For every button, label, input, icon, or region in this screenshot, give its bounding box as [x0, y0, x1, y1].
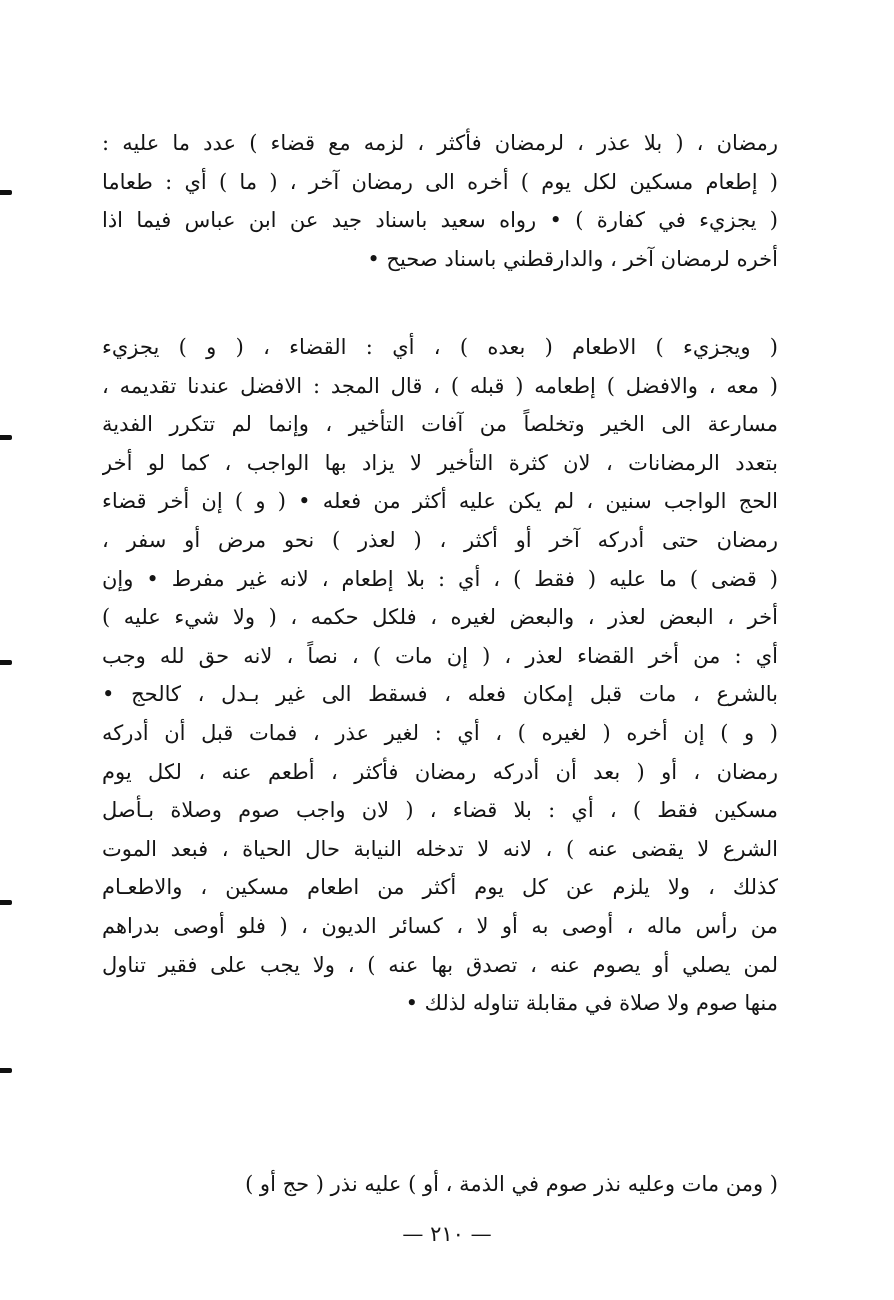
text-line: أخره لرمضان آخر ، والدارقطني باسناد صحيح • — [367, 246, 778, 271]
text-line: رمضان حتى أدركه آخر أو أكثر ، ( لعذر ) نحو مرض أو سفر ، — [102, 527, 778, 552]
page-edge-mark — [0, 435, 12, 440]
text-line: رمضان ، ( بلا عذر ، لرمضان فأكثر ، لزمه مع قضاء ) عدد ما عليه : — [102, 131, 778, 155]
text-line: بالشرع ، مات قبل إمكان فعله ، فسقط الى غير بـدل ، كالحج • — [102, 682, 778, 707]
page-edge-mark — [0, 190, 12, 195]
page-number: — ٢١٠ — — [402, 1222, 492, 1246]
text-line: كذلك ، ولا يلزم عن كل يوم أكثر من اطعام مسكين ، والاطعـام — [102, 875, 778, 900]
paragraph-1 — [102, 124, 778, 278]
text-line: ( و ) إن أخره ( لغيره ) ، أي : لغير عذر ، فمات قبل أن أدركه — [102, 720, 778, 745]
text-line: ( إطعام مسكين لكل يوم ) أخره الى رمضان آخر ، ( ما ) أي : طعاما — [102, 169, 778, 194]
text-line: مسارعة الى الخير وتخلصاً من آفات التأخير ، وإنما لم تتكرر الفدية — [102, 412, 778, 437]
text-line: أي : من أخر القضاء لعذر ، ( إن مات ) ، نصاً ، لانه حق لله وجب — [102, 643, 778, 668]
text-line: ( قضى ) ما عليه ( فقط ) ، أي : بلا إطعام ، لانه غير مفرط • وإن — [102, 566, 778, 591]
text-line: أخر ، البعض لعذر ، والبعض لغيره ، فلكل حكمه ، ( ولا شيء عليه ) — [102, 605, 778, 630]
paragraph-3 — [102, 1165, 778, 1204]
page-edge-mark — [0, 660, 12, 665]
text-line: الشرع لا يقضى عنه ) ، لانه لا تدخله النيابة حال الحياة ، فبعد الموت — [102, 836, 778, 861]
text-line: ( معه ، والافضل ) إطعامه ( قبله ) ، قال المجد : الافضل عندنا تقديمه ، — [102, 373, 778, 398]
text-line: الحج الواجب سنين ، لم يكن عليه أكثر من فعله • ( و ) إن أخر قضاء — [102, 489, 778, 514]
text-line: ( ومن مات وعليه نذر صوم في الذمة ، أو ) عليه نذر ( حج أو ) — [245, 1172, 778, 1196]
text-line: مسكين فقط ) ، أي : بلا قضاء ، ( لان واجب صوم وصلاة بـأصل — [102, 798, 778, 823]
paragraph-2 — [102, 328, 778, 1023]
text-line: لمن يصلي أو يصوم عنه ، تصدق بها عنه ) ، ولا يجب على فقير تناول — [102, 952, 778, 977]
text-line: رمضان ، أو ( بعد أن أدركه رمضان فأكثر ، أطعم عنه ، لكل يوم — [102, 759, 778, 784]
text-line: منها صوم ولا صلاة في مقابلة تناوله لذلك • — [405, 991, 778, 1016]
text-line: من رأس ماله ، أوصى به أو لا ، كسائر الديون ، ( فلو أوصى بدراهم — [102, 913, 778, 938]
text-line: بتعدد الرمضانات ، لان كثرة التأخير لا يزاد بها الواجب ، كما لو أخر — [102, 450, 778, 475]
text-line: ( ويجزيء ) الاطعام ( بعده ) ، أي : القضاء ، ( و ) يجزيء — [102, 335, 778, 359]
page-edge-mark — [0, 1068, 12, 1073]
page-edge-mark — [0, 900, 12, 905]
text-line: ( يجزيء في كفارة ) • رواه سعيد باسناد جيد عن ابن عباس فيما اذا — [102, 208, 778, 233]
